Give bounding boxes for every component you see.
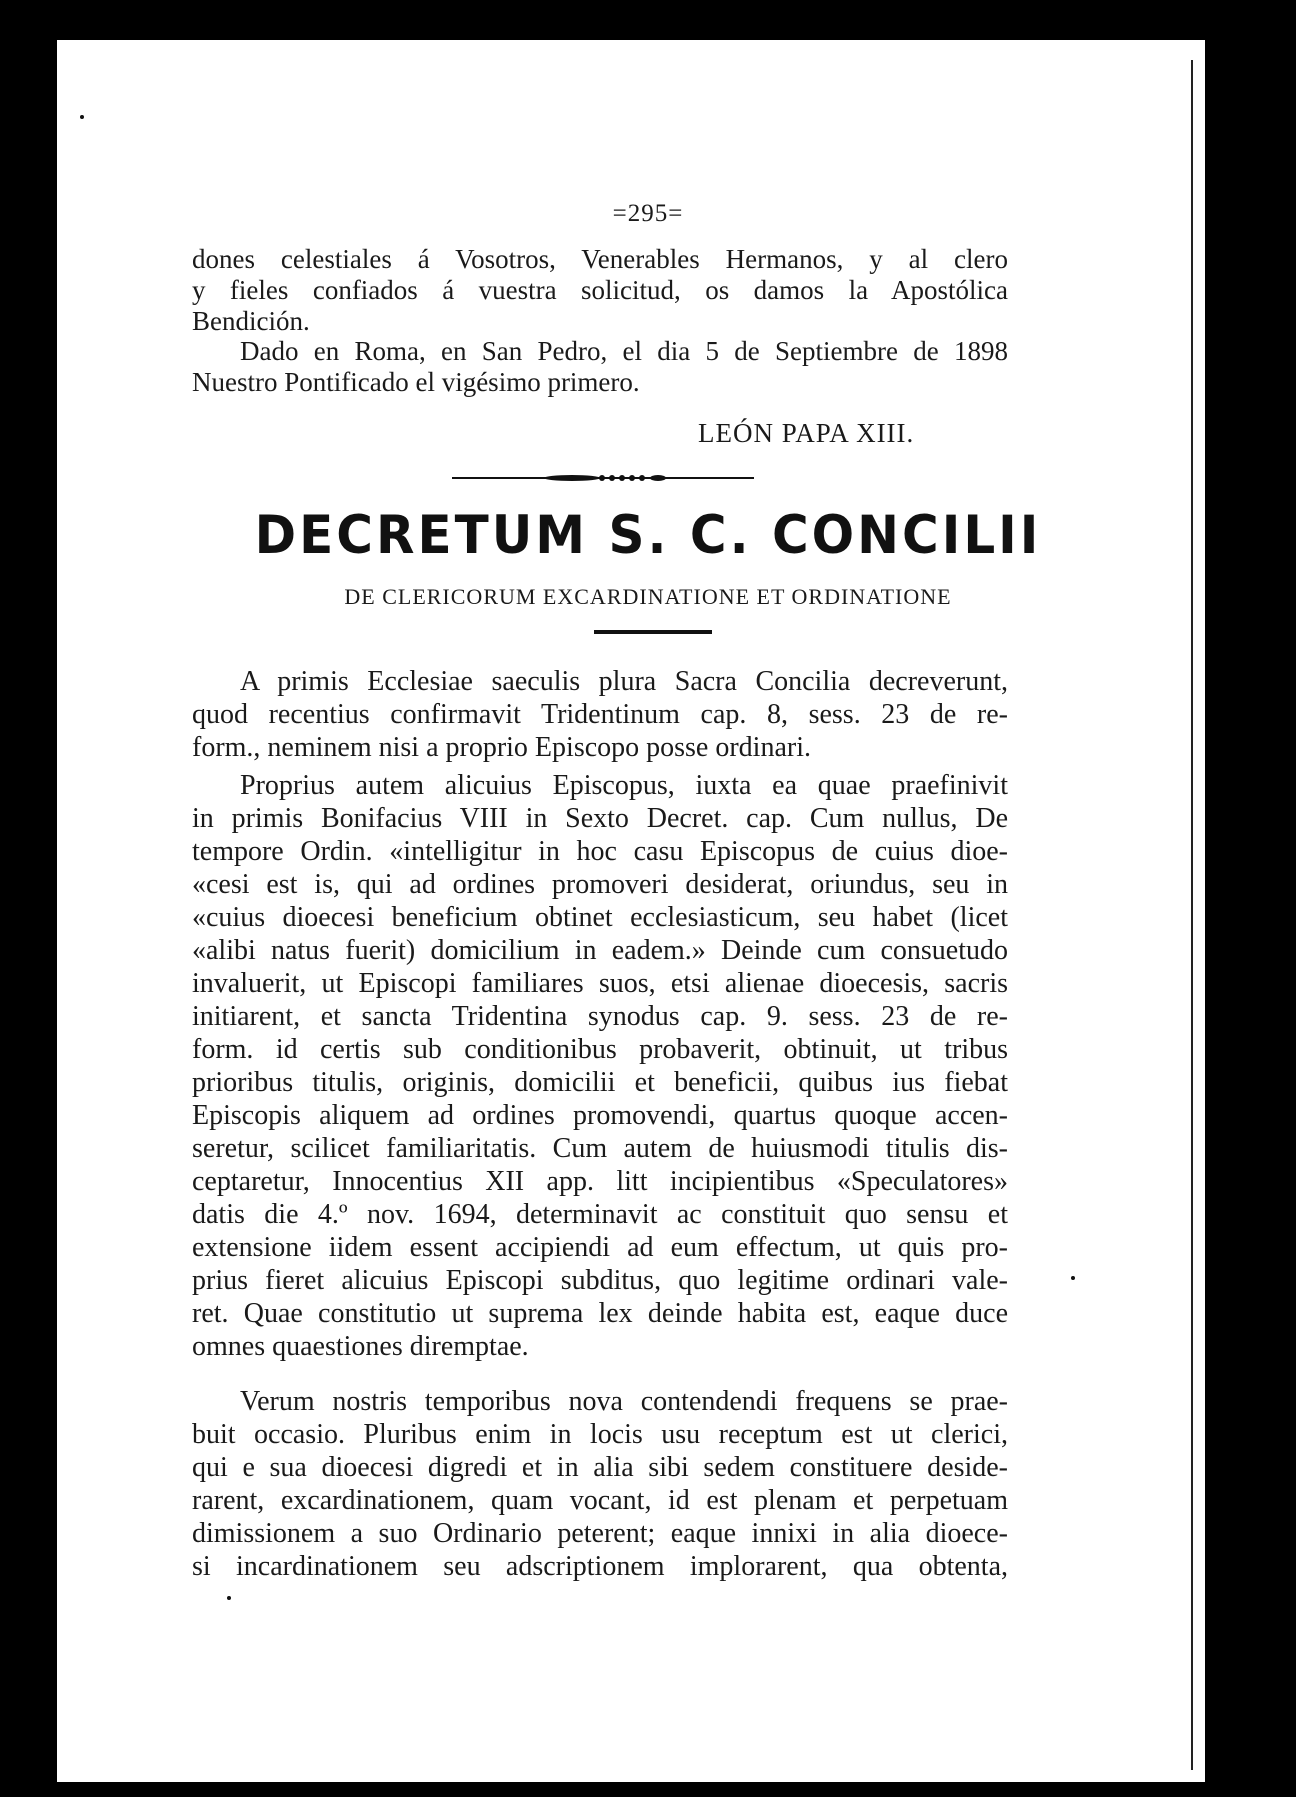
text-line: y fieles confiados á vuestra solicitud, os damos la Apostólica bbox=[192, 275, 1008, 305]
text-line: Episcopis aliquem ad ordines promovendi, quartus quoque accen- bbox=[192, 1100, 1008, 1131]
text-line: Proprius autem alicuius Episcopus, iuxta ea quae praefinivit bbox=[240, 770, 1008, 801]
decree-subtitle: DE CLERICORUM EXCARDINATIONE ET ORDINATIONE bbox=[344, 584, 952, 609]
text-line: form. id certis sub conditionibus probaverit, obtinuit, ut tribus bbox=[192, 1034, 1008, 1065]
text-line: Dado en Roma, en San Pedro, el dia 5 de Septiembre de 1898 bbox=[240, 336, 1008, 366]
text-line: Nuestro Pontificado el vigésimo primero. bbox=[192, 367, 640, 397]
text-line: ret. Quae constitutio ut suprema lex deinde habita est, eaque duce bbox=[192, 1298, 1008, 1329]
text-line: Bendición. bbox=[192, 306, 310, 336]
text-line: «cuius dioecesi beneficium obtinet ecclesiasticum, seu habet (licet bbox=[192, 902, 1008, 933]
text-line: «cesi est is, qui ad ordines promoveri desiderat, oriundus, seu in bbox=[192, 869, 1008, 900]
text-line: ceptaretur, Innocentius XII app. litt incipientibus «Speculatores» bbox=[192, 1166, 1008, 1197]
text-line: dimissionem a suo Ordinario peterent; eaque innixi in alia dioece- bbox=[192, 1518, 1008, 1549]
text-line: extensione iidem essent accipiendi ad eum effectum, ut quis pro- bbox=[192, 1232, 1008, 1263]
text-line: seretur, scilicet familiaritatis. Cum autem de huiusmodi titulis dis- bbox=[192, 1133, 1008, 1164]
text-line: form., neminem nisi a proprio Episcopo posse ordinari. bbox=[192, 732, 811, 763]
text-line: buit occasio. Pluribus enim in locis usu receptum est ut clerici, bbox=[192, 1419, 1008, 1450]
text-line: prioribus titulis, originis, domicilii et beneficii, quibus ius fiebat bbox=[192, 1067, 1008, 1098]
text-line: datis die 4.º nov. 1694, determinavit ac constituit quo sensu et bbox=[192, 1199, 1008, 1230]
signature: LEÓN PAPA XIII. bbox=[698, 418, 915, 448]
page-number: =295= bbox=[612, 200, 684, 227]
text-line: in primis Bonifacius VIII in Sexto Decret. cap. Cum nullus, De bbox=[192, 803, 1008, 834]
text-line: quod recentius confirmavit Tridentinum cap. 8, sess. 23 de re- bbox=[192, 699, 1008, 730]
text-line: dones celestiales á Vosotros, Venerables Hermanos, y al clero bbox=[192, 244, 1008, 274]
text-line: invaluerit, ut Episcopi familiares suos, etsi alienae dioecesis, sacris bbox=[192, 968, 1008, 999]
text-line: prius fieret alicuius Episcopi subditus, quo legitime ordinari vale- bbox=[192, 1265, 1008, 1296]
decree-title: DECRETUM S. C. CONCILII bbox=[254, 504, 1042, 566]
text-line: tempore Ordin. «intelligitur in hoc casu Episcopus de cuius dioe- bbox=[192, 836, 1008, 867]
text-line: qui e sua dioecesi digredi et in alia sibi sedem constituere deside- bbox=[192, 1452, 1008, 1483]
text-line: A primis Ecclesiae saeculis plura Sacra Concilia decreverunt, bbox=[240, 666, 1008, 697]
ornamental-divider bbox=[452, 470, 754, 486]
text-line: si incardinationem seu adscriptionem implorarent, qua obtenta, bbox=[192, 1551, 1008, 1582]
text-line: «alibi natus fuerit) domicilium in eadem.» Deinde cum consuetudo bbox=[192, 935, 1008, 966]
text-line: Verum nostris temporibus nova contendendi frequens se prae- bbox=[240, 1386, 1008, 1417]
title-rule bbox=[594, 630, 712, 634]
text-line: initiarent, et sancta Tridentina synodus cap. 9. sess. 23 de re- bbox=[192, 1001, 1008, 1032]
text-line: rarent, excardinationem, quam vocant, id est plenam et perpetuam bbox=[192, 1485, 1008, 1516]
text-line: omnes quaestiones diremptae. bbox=[192, 1331, 529, 1362]
